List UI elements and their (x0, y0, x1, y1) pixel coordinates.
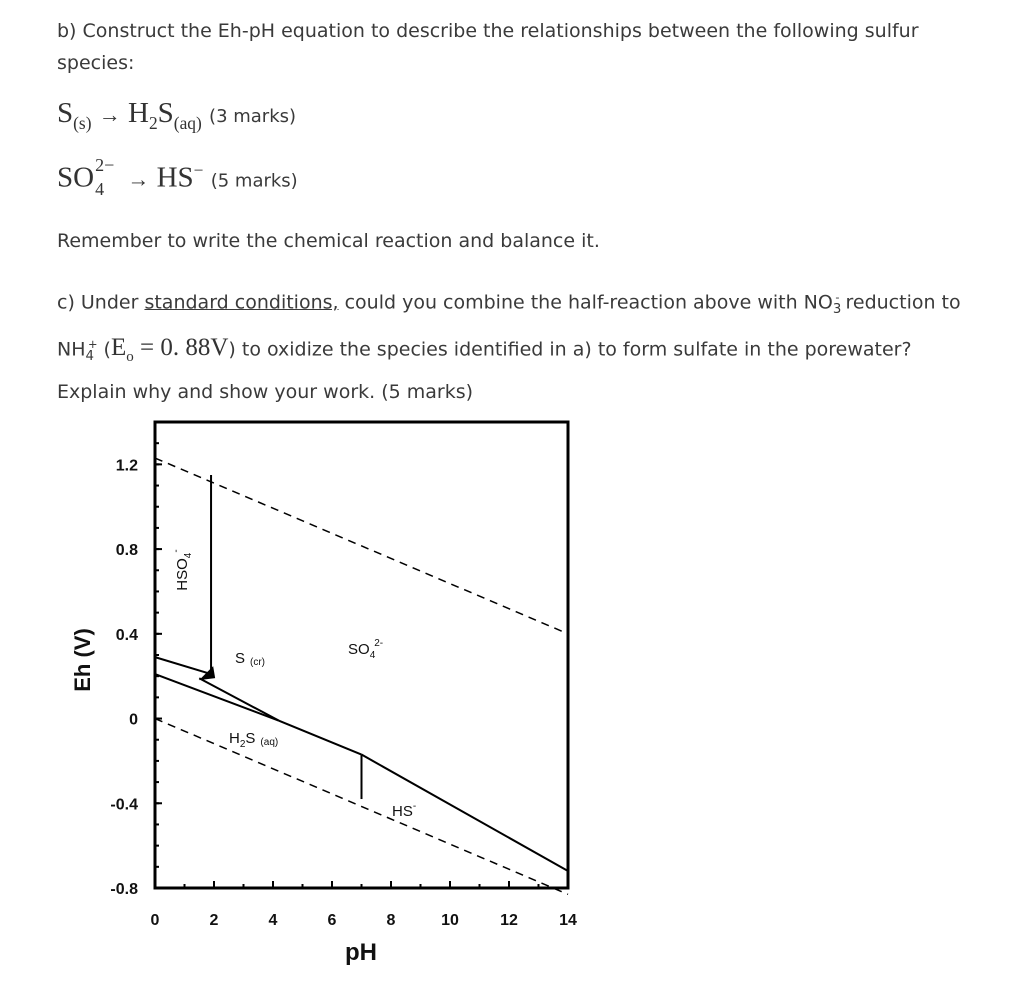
reaction-1-arrow: → (98, 102, 121, 127)
triple-point-arrow (199, 666, 215, 680)
reaction-1-reactant: S (57, 97, 74, 129)
reaction-2-arrow: → (127, 166, 150, 192)
x-tick-label: 2 (209, 912, 219, 929)
x-axis-label: pH (345, 939, 377, 966)
y-axis-label: Eh (V) (70, 628, 95, 692)
region-label-so4: $SO_42-$ (348, 638, 384, 661)
x-tick-label: 0 (150, 912, 160, 929)
reminder-text: Remember to write the chemical reaction and balance it. (57, 230, 600, 252)
region-label-s-cr: S (cr) (235, 650, 266, 668)
reaction-2-product: HS (156, 161, 194, 194)
reaction-2-reactant: SO (57, 161, 95, 194)
reaction-2: SO 2− 4 → HS− (5 marks) (57, 154, 298, 199)
y-tick-label: 0.8 (115, 542, 138, 560)
x-tick-label: 12 (500, 912, 518, 929)
x-tick-label: 6 (327, 912, 337, 929)
standard-conditions-term: standard conditions, (144, 291, 339, 314)
series-lines (155, 458, 568, 894)
region-label-hs: HS- (392, 801, 417, 820)
series-line-1 (155, 719, 568, 895)
y-tick-label: 1.2 (115, 457, 138, 475)
series-line-4 (155, 674, 279, 721)
series-line-3 (155, 657, 211, 674)
x-tick-label: 10 (441, 912, 459, 929)
reaction-2-marks: (5 marks) (210, 170, 298, 192)
y-tick-label: 0.4 (115, 626, 138, 644)
reaction-1: $S_{(s)} \to H_2S_{(aq)}$ (3 marks) (57, 97, 297, 133)
series-line-0 (155, 458, 568, 634)
eh-ph-diagram (40, 400, 600, 980)
x-tick-label: 8 (386, 912, 396, 929)
y-tick-label: -0.4 (110, 796, 138, 814)
x-tick-label: 4 (268, 912, 278, 929)
y-tick-label: -0.8 (110, 881, 138, 898)
reaction-1-product: H (128, 97, 149, 129)
region-label-h2s-aq: $H_2S$ (aq) (229, 730, 279, 750)
part-c-question: c) Under standard conditions, could you combine the half-reaction above with $NO_3^-$ reduction to $NH_4^+$ ($E_o = 0$. 88V) to oxidize the species identified in a) to form sulfate in the porewater? Explain why and show your work. (5 marks) (57, 290, 961, 404)
series-line-5 (199, 678, 279, 720)
series-line-6 (279, 721, 362, 755)
part-b-intro: b) Construct the Eh-pH equation to describe the relationships between the following sulfur species: (57, 20, 919, 74)
standard-potential: $E_o = 0$. 88V (110, 334, 229, 366)
y-tick-label: 0 (129, 711, 138, 729)
reaction-1-marks: (3 marks) (209, 106, 297, 127)
region-label-hso4: $HSO_4^-$ (171, 549, 194, 591)
x-tick-label: 14 (559, 912, 577, 929)
